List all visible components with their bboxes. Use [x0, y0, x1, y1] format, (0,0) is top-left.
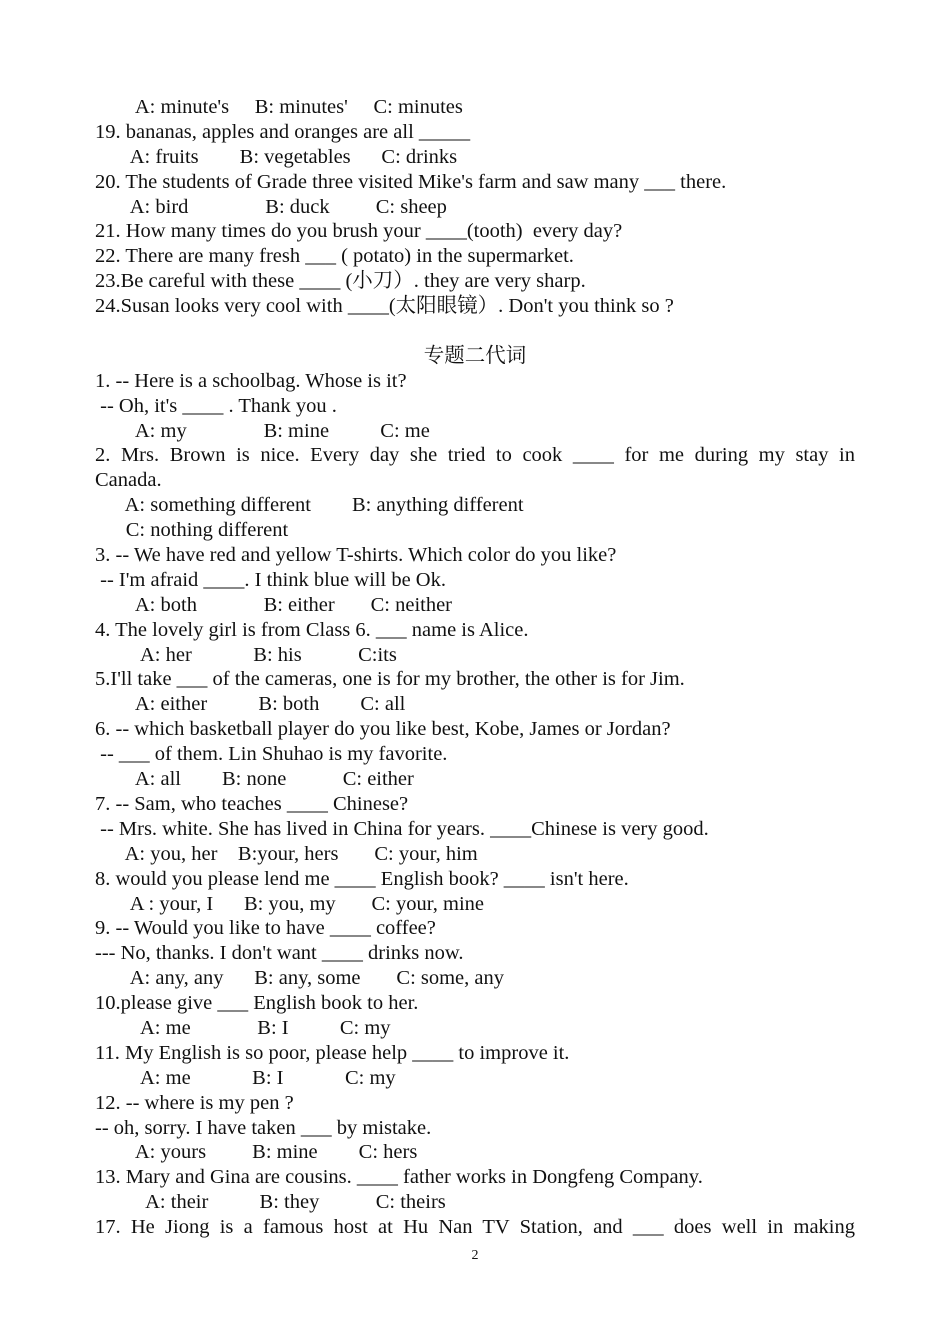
text-line: 21. How many times do you brush your ____(tooth) every day? [95, 220, 623, 243]
text-line-justified: 2. Mrs. Brown is nice. Every day she tried to cook ____ for me during my stay in [95, 444, 855, 467]
text-line: A: me B: I C: my [95, 1016, 391, 1039]
question-block-pronouns [95, 369, 855, 1240]
text-line: A: me B: I C: my [95, 1066, 396, 1089]
text-line: 23.Be careful with these ____ (小刀）. they are very sharp. [95, 270, 586, 293]
text-line: 5.I'll take ___ of the cameras, one is for my brother, the other is for Jim. [95, 668, 685, 691]
text-line: A: all B: none C: either [95, 768, 414, 791]
text-line: 11. My English is so poor, please help ____ to improve it. [95, 1041, 570, 1064]
text-line: 20. The students of Grade three visited Mike's farm and saw many ___ there. [95, 170, 727, 193]
section-heading: 专题二代词 [423, 344, 527, 367]
text-line: A : your, I B: you, my C: your, mine [95, 892, 484, 915]
text-line: 1. -- Here is a schoolbag. Whose is it? [95, 369, 407, 392]
text-line: -- Oh, it's ____ . Thank you . [95, 394, 337, 417]
text-line-justified: 17. He Jiong is a famous host at Hu Nan TV Station, and ___ does well in making [95, 1216, 855, 1239]
text-line: 7. -- Sam, who teaches ____ Chinese? [95, 792, 409, 815]
text-line: A: both B: either C: neither [95, 593, 453, 616]
text-line: -- I'm afraid ____. I think blue will be Ok. [95, 568, 446, 591]
text-line: A: their B: they C: theirs [95, 1191, 446, 1214]
text-line: -- ___ of them. Lin Shuhao is my favorite. [95, 743, 448, 766]
text-line: 3. -- We have red and yellow T-shirts. Which color do you like? [95, 544, 617, 567]
text-line: --- No, thanks. I don't want ____ drinks now. [95, 942, 464, 965]
text-line: -- oh, sorry. I have taken ___ by mistake. [95, 1116, 432, 1139]
text-line: 22. There are many fresh ___ ( potato) in the supermarket. [95, 245, 574, 268]
text-line: 24.Susan looks very cool with ____(太阳眼镜）. Don't you think so ? [95, 295, 674, 318]
text-line: 8. would you please lend me ____ English book? ____ isn't here. [95, 867, 629, 890]
text-line: 13. Mary and Gina are cousins. ____ father works in Dongfeng Company. [95, 1166, 703, 1189]
text-line: 12. -- where is my pen ? [95, 1091, 294, 1114]
text-line: 4. The lovely girl is from Class 6. ___ name is Alice. [95, 618, 529, 641]
text-line: A: fruits B: vegetables C: drinks [95, 145, 458, 168]
text-line: A: something different B: anything different [95, 494, 524, 517]
text-line: -- Mrs. white. She has lived in China for years. ____Chinese is very good. [95, 817, 709, 840]
text-line: A: either B: both C: all [95, 693, 406, 716]
text-line: A: you, her B:your, hers C: your, him [95, 842, 478, 865]
page-number: 2 [471, 1248, 479, 1263]
text-line: Canada. [95, 469, 162, 492]
text-line: A: my B: mine C: me [95, 419, 430, 442]
text-line: A: minute's B: minutes' C: minutes [95, 96, 463, 118]
text-line: A: her B: his C:its [95, 643, 397, 666]
text-line: A: bird B: duck C: sheep [95, 195, 447, 218]
text-line: 19. bananas, apples and oranges are all _____ [95, 120, 471, 143]
text-line: A: yours B: mine C: hers [95, 1141, 418, 1164]
text-line: 9. -- Would you like to have ____ coffee? [95, 917, 436, 940]
text-line: A: any, any B: any, some C: some, any [95, 967, 505, 990]
question-block-top [95, 95, 855, 319]
text-line: 6. -- which basketball player do you like best, Kobe, James or Jordan? [95, 718, 671, 741]
document-page [95, 95, 855, 1240]
text-line: 10.please give ___ English book to her. [95, 992, 419, 1015]
text-line: C: nothing different [95, 519, 289, 542]
